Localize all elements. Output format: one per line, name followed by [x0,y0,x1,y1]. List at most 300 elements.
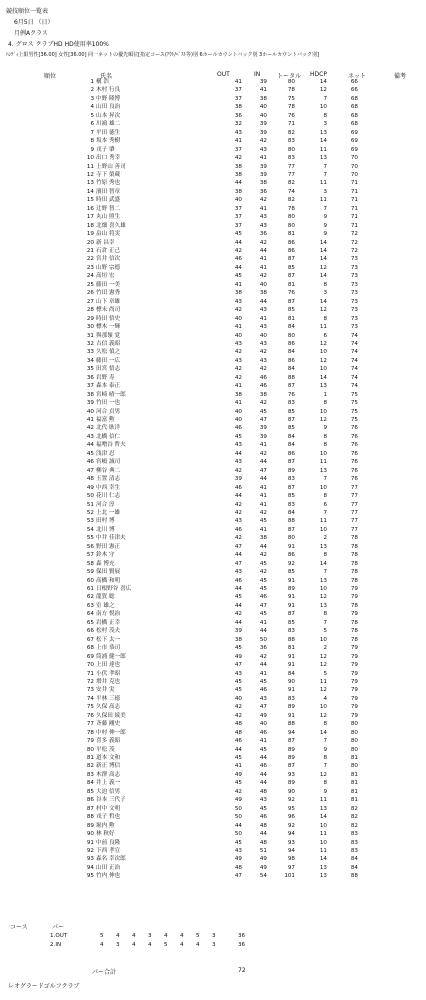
rank-cell: 15 [86,197,94,204]
in-score-cell: 43 [259,222,267,229]
rank-cell: 55 [86,535,94,542]
net-score-cell: 68 [350,121,358,128]
net-score-cell: 74 [350,383,358,390]
rank-cell: 23 [86,264,94,271]
in-score-cell: 45 [259,518,267,525]
rank-cell: 64 [86,611,94,618]
rank-cell: 38 [86,391,94,398]
col-net-header: ネット [348,73,367,80]
hdcp-cell: 11 [319,180,327,187]
out-score-cell: 50 [234,814,242,821]
in-score-cell: 46 [259,374,267,381]
par-hole-value: 4 [116,933,120,939]
name-cell: 標木 一輝 [96,324,121,331]
out-score-cell: 32 [234,121,242,128]
rank-cell: 44 [86,442,94,449]
net-score-cell: 78 [350,628,358,635]
in-score-cell: 51 [259,847,267,854]
net-score-cell: 79 [350,662,358,669]
hdcp-cell: 14 [319,248,327,254]
rank-cell: 72 [86,678,94,685]
total-score-cell: 77 [287,171,295,178]
name-cell: 谷本 三代子 [96,797,126,804]
in-score-cell: 42 [259,349,267,356]
hdcp-cell: 7 [323,619,327,626]
total-score-cell: 85 [287,264,295,271]
par-hole-value: 4 [132,942,136,948]
total-score-cell: 91 [287,712,295,719]
col-total-header: トータル [277,73,302,80]
out-score-cell: 43 [234,847,242,854]
total-score-cell: 84 [287,324,295,331]
hdcp-cell: 8 [323,281,327,288]
hdcp-cell: 14 [319,256,327,263]
out-score-cell: 42 [234,155,242,162]
rank-cell: 35 [86,366,94,373]
name-cell: 増井 克也 [96,678,121,685]
total-score-cell: 85 [287,425,295,432]
total-score-cell: 78 [287,205,295,212]
hdcp-cell: 7 [323,738,327,745]
out-score-cell: 44 [234,180,242,187]
rank-cell: 79 [86,738,94,745]
hdcp-cell: 12 [319,653,327,660]
hdcp-cell: 12 [319,662,327,669]
net-score-cell: 76 [350,450,358,457]
net-score-cell: 75 [350,417,358,423]
name-cell: 寺下 榮蔵 [96,171,121,178]
net-score-cell: 82 [350,814,358,821]
name-cell: 宮嶋 誠司 [96,459,121,466]
net-score-cell: 81 [350,780,358,787]
in-score-cell: 44 [259,459,267,466]
out-score-cell: 49 [234,653,242,660]
in-score-cell: 43 [259,357,267,364]
out-score-cell: 46 [234,738,242,745]
name-cell: 山本 昇次 [96,112,121,119]
total-score-cell: 87 [287,738,295,745]
total-score-cell: 82 [287,197,295,204]
out-score-cell: 38 [234,391,242,398]
out-score-cell: 45 [234,231,242,238]
total-score-cell: 93 [287,771,295,778]
out-score-cell: 38 [234,290,242,297]
in-score-cell: 41 [259,155,267,162]
in-score-cell: 42 [259,138,267,145]
in-score-cell: 41 [259,619,267,626]
out-score-cell: 42 [234,535,242,542]
net-score-cell: 78 [350,535,358,542]
total-score-cell: 82 [287,129,295,136]
in-score-cell: 44 [259,248,267,254]
total-score-cell: 85 [287,307,295,314]
hdcp-cell: 9 [323,214,327,221]
out-score-cell: 41 [234,79,242,85]
out-score-cell: 44 [234,746,242,753]
net-score-cell: 80 [350,738,358,745]
net-score-cell: 79 [350,687,358,694]
out-score-cell: 43 [234,459,242,466]
in-score-cell: 46 [259,383,267,390]
hdcp-cell: 8 [323,611,327,618]
hdcp-cell: 3 [323,121,327,128]
hdcp-cell: 10 [319,408,327,415]
total-score-cell: 96 [287,814,295,821]
out-score-cell: 44 [234,619,242,626]
name-cell: 林 秋好 [96,831,115,838]
net-score-cell: 81 [350,788,358,795]
in-score-cell: 39 [259,433,267,440]
hdcp-cell: 7 [323,205,327,212]
hdcp-cell: 8 [323,112,327,119]
par-hole-value: 4 [180,933,184,939]
in-score-cell: 43 [259,307,267,314]
in-score-cell: 38 [259,95,267,102]
total-score-cell: 87 [287,459,295,466]
rank-cell: 93 [86,856,94,863]
out-score-cell: 44 [234,239,242,246]
par-course-label: 1.OUT [50,933,68,939]
total-score-cell: 77 [287,163,295,170]
rank-cell: 22 [86,256,94,263]
out-score-cell: 46 [234,526,242,533]
total-score-cell: 91 [287,577,295,584]
total-score-cell: 89 [287,780,295,787]
total-score-cell: 87 [287,298,295,305]
par-label: パー [52,924,65,931]
out-score-cell: 44 [234,602,242,609]
hdcp-cell: 12 [319,687,327,694]
total-score-cell: 89 [287,586,295,592]
in-score-cell: 45 [259,746,267,753]
rank-cell: 19 [86,231,94,238]
total-score-cell: 89 [287,467,295,474]
total-score-cell: 78 [287,87,295,94]
total-score-cell: 84 [287,670,295,677]
in-score-cell: 40 [259,721,267,728]
total-score-cell: 84 [287,509,295,516]
total-score-cell: 91 [287,543,295,550]
rank-cell: 21 [86,248,94,254]
hdcp-cell: 10 [319,349,327,356]
in-score-cell: 48 [259,788,267,795]
name-cell: 竹原 秀也 [96,180,121,187]
par-hole-value: 5 [100,933,104,939]
name-cell: 日根野谷 喜広 [96,586,132,592]
in-score-cell: 43 [259,146,267,153]
hdcp-cell: 8 [323,433,327,440]
net-score-cell: 79 [350,678,358,685]
total-score-cell: 91 [287,687,295,694]
total-score-cell: 94 [287,847,295,854]
out-score-cell: 44 [234,264,242,271]
par-sum-label: パー合計 [92,969,117,976]
total-score-cell: 86 [287,239,295,246]
name-cell: 藤田 一美 [96,281,121,288]
total-score-cell: 94 [287,729,295,736]
hdcp-cell: 12 [319,417,327,423]
net-score-cell: 79 [350,695,358,702]
in-score-cell: 45 [259,577,267,584]
rank-cell: 57 [86,552,94,559]
hdcp-cell: 9 [323,222,327,229]
out-score-cell: 42 [234,509,242,516]
rank-cell: 76 [86,712,94,719]
hdcp-cell: 14 [319,560,327,567]
net-score-cell: 70 [350,171,358,178]
total-score-cell: 87 [287,273,295,280]
net-score-cell: 74 [350,357,358,364]
col-in-header: IN [254,71,261,78]
in-score-cell: 40 [259,104,267,111]
hdcp-cell: 9 [323,425,327,432]
rank-cell: 67 [86,636,94,643]
report-class: 月例Aクラス [14,30,48,37]
in-score-cell: 45 [259,678,267,685]
par-hole-value: 4 [148,942,152,948]
net-score-cell: 77 [350,509,358,516]
net-score-cell: 79 [350,611,358,618]
in-score-cell: 46 [259,729,267,736]
col-rank-header: 順位 [44,73,57,80]
out-score-cell: 37 [234,95,242,102]
total-score-cell: 84 [287,349,295,356]
rank-cell: 1 [90,79,94,85]
hdcp-cell: 8 [323,442,327,449]
out-score-cell: 37 [234,146,242,153]
name-cell: 河合 淳 [96,501,115,508]
hdcp-cell: 12 [319,357,327,364]
in-score-cell: 44 [259,780,267,787]
total-score-cell: 91 [287,594,295,601]
total-score-cell: 80 [287,146,295,153]
rank-cell: 82 [86,763,94,770]
name-cell: 森 博充 [96,560,115,567]
out-score-cell: 38 [234,163,242,170]
out-score-cell: 38 [234,104,242,111]
out-score-cell: 39 [234,476,242,483]
out-score-cell: 38 [234,171,242,178]
in-score-cell: 46 [259,687,267,694]
rank-cell: 88 [86,814,94,821]
net-score-cell: 73 [350,290,358,297]
total-score-cell: 86 [287,552,295,559]
rank-cell: 5 [90,112,94,119]
rank-cell: 51 [86,501,94,508]
out-score-cell: 45 [234,780,242,787]
hdcp-cell: 13 [319,155,327,162]
hdcp-cell: 9 [323,788,327,795]
net-score-cell: 73 [350,298,358,305]
hdcp-cell: 12 [319,340,327,347]
rank-cell: 25 [86,281,94,288]
net-score-cell: 73 [350,324,358,331]
out-score-cell: 43 [234,569,242,576]
rank-cell: 53 [86,518,94,525]
rank-cell: 69 [86,653,94,660]
in-score-cell: 36 [259,231,267,238]
hdcp-cell: 11 [319,678,327,685]
par-hole-value: 4 [132,933,136,939]
total-score-cell: 86 [287,357,295,364]
name-cell: 標末 尚司 [96,307,121,314]
hdcp-cell: 10 [319,704,327,711]
hdcp-cell: 10 [319,586,327,592]
name-cell: 新正 博信 [96,763,121,770]
total-score-cell: 80 [287,332,295,339]
name-cell: 上田 達也 [96,662,121,669]
in-score-cell: 39 [259,425,267,432]
name-cell: 上市 恭司 [96,645,121,652]
name-cell: 高垣 宏 [96,273,115,280]
net-score-cell: 77 [350,501,358,508]
in-score-cell: 42 [259,366,267,373]
report-mode: 4. グロス クラブHD HD使用率100% [8,41,109,48]
name-cell: 高橋 和明 [96,577,121,584]
name-cell: 北川 博 [96,526,115,533]
in-score-cell: 41 [259,526,267,533]
in-score-cell: 43 [259,797,267,804]
in-score-cell: 43 [259,340,267,347]
name-cell: 時田 悟史 [96,315,121,322]
rank-cell: 59 [86,569,94,576]
out-score-cell: 42 [234,366,242,373]
total-score-cell: 92 [287,560,295,567]
rank-cell: 95 [86,873,94,880]
name-cell: 田村 博 [96,518,115,525]
in-score-cell: 49 [259,712,267,719]
name-cell: 河合 貞男 [96,408,121,415]
rank-cell: 73 [86,687,94,694]
net-score-cell: 82 [350,805,358,812]
in-score-cell: 41 [259,670,267,677]
total-score-cell: 87 [287,484,295,491]
net-score-cell: 76 [350,442,358,449]
out-score-cell: 47 [234,873,242,880]
par-hole-value: 3 [212,933,216,939]
total-score-cell: 87 [287,611,295,618]
total-score-cell: 83 [287,476,295,483]
net-score-cell: 71 [350,222,358,229]
total-score-cell: 81 [287,315,295,322]
name-cell: 上北 一雄 [96,509,121,516]
in-score-cell: 44 [259,628,267,635]
name-cell: 道本 文和 [96,755,121,761]
total-score-cell: 83 [287,400,295,407]
net-score-cell: 80 [350,746,358,753]
total-score-cell: 83 [287,695,295,702]
hdcp-cell: 14 [319,729,327,736]
net-score-cell: 75 [350,391,358,398]
rank-cell: 86 [86,797,94,804]
net-score-cell: 68 [350,104,358,111]
net-score-cell: 71 [350,188,358,195]
total-score-cell: 93 [287,839,295,846]
in-score-cell: 39 [259,171,267,178]
net-score-cell: 71 [350,180,358,187]
out-score-cell: 42 [234,501,242,508]
out-score-cell: 47 [234,543,242,550]
net-score-cell: 78 [350,560,358,567]
net-score-cell: 74 [350,332,358,339]
rank-cell: 34 [86,357,94,364]
hdcp-cell: 6 [323,501,327,508]
rank-cell: 30 [86,324,94,331]
hdcp-cell: 14 [319,239,327,246]
total-score-cell: 80 [287,214,295,221]
rank-cell: 11 [86,163,94,170]
total-score-cell: 71 [287,121,295,128]
hdcp-cell: 13 [319,543,327,550]
name-cell: 喜多 義昭 [96,738,121,745]
total-score-cell: 94 [287,831,295,838]
rank-cell: 83 [86,771,94,778]
out-score-cell: 50 [234,805,242,812]
total-score-cell: 76 [287,112,295,119]
out-score-cell: 43 [234,442,242,449]
in-score-cell: 39 [259,79,267,85]
out-score-cell: 37 [234,205,242,212]
out-score-cell: 44 [234,586,242,592]
out-score-cell: 44 [234,552,242,559]
hdcp-cell: 11 [319,797,327,804]
rank-cell: 75 [86,704,94,711]
out-score-cell: 40 [234,315,242,322]
hdcp-cell: 10 [319,484,327,491]
in-score-cell: 47 [259,602,267,609]
net-score-cell: 70 [350,163,358,170]
in-score-cell: 41 [259,205,267,212]
in-score-cell: 42 [259,273,267,280]
rank-cell: 90 [86,831,94,838]
total-score-cell: 83 [287,138,295,145]
hdcp-cell: 14 [319,298,327,305]
name-cell: 中村 伸一郎 [96,729,126,736]
name-cell: 花川 仁志 [96,493,121,500]
total-score-cell: 82 [287,180,295,187]
total-score-cell: 89 [287,746,295,753]
out-score-cell: 39 [234,628,242,635]
rank-cell: 68 [86,645,94,652]
name-cell: 竹田 一也 [96,400,121,407]
rank-cell: 63 [86,602,94,609]
in-score-cell: 44 [259,543,267,550]
rank-cell: 49 [86,484,94,491]
par-hole-value: 4 [100,942,104,948]
hdcp-cell: 11 [319,459,327,466]
in-score-cell: 42 [259,197,267,204]
in-score-cell: 42 [259,552,267,559]
net-score-cell: 78 [350,619,358,626]
rank-cell: 85 [86,788,94,795]
name-cell: 構 浩 [96,79,109,85]
in-score-cell: 40 [259,281,267,288]
rank-cell: 70 [86,662,94,669]
rank-cell: 60 [86,577,94,584]
out-score-cell: 40 [234,695,242,702]
net-score-cell: 69 [350,129,358,136]
hdcp-cell: 12 [319,594,327,601]
name-cell: 山田 正治 [96,864,121,871]
out-score-cell: 45 [234,594,242,601]
net-score-cell: 79 [350,712,358,719]
out-score-cell: 37 [234,214,242,221]
net-score-cell: 78 [350,543,358,550]
par-hole-value: 4 [164,933,168,939]
out-score-cell: 41 [234,281,242,288]
name-cell: 保田 賢展 [96,569,121,576]
rank-cell: 45 [86,450,94,457]
